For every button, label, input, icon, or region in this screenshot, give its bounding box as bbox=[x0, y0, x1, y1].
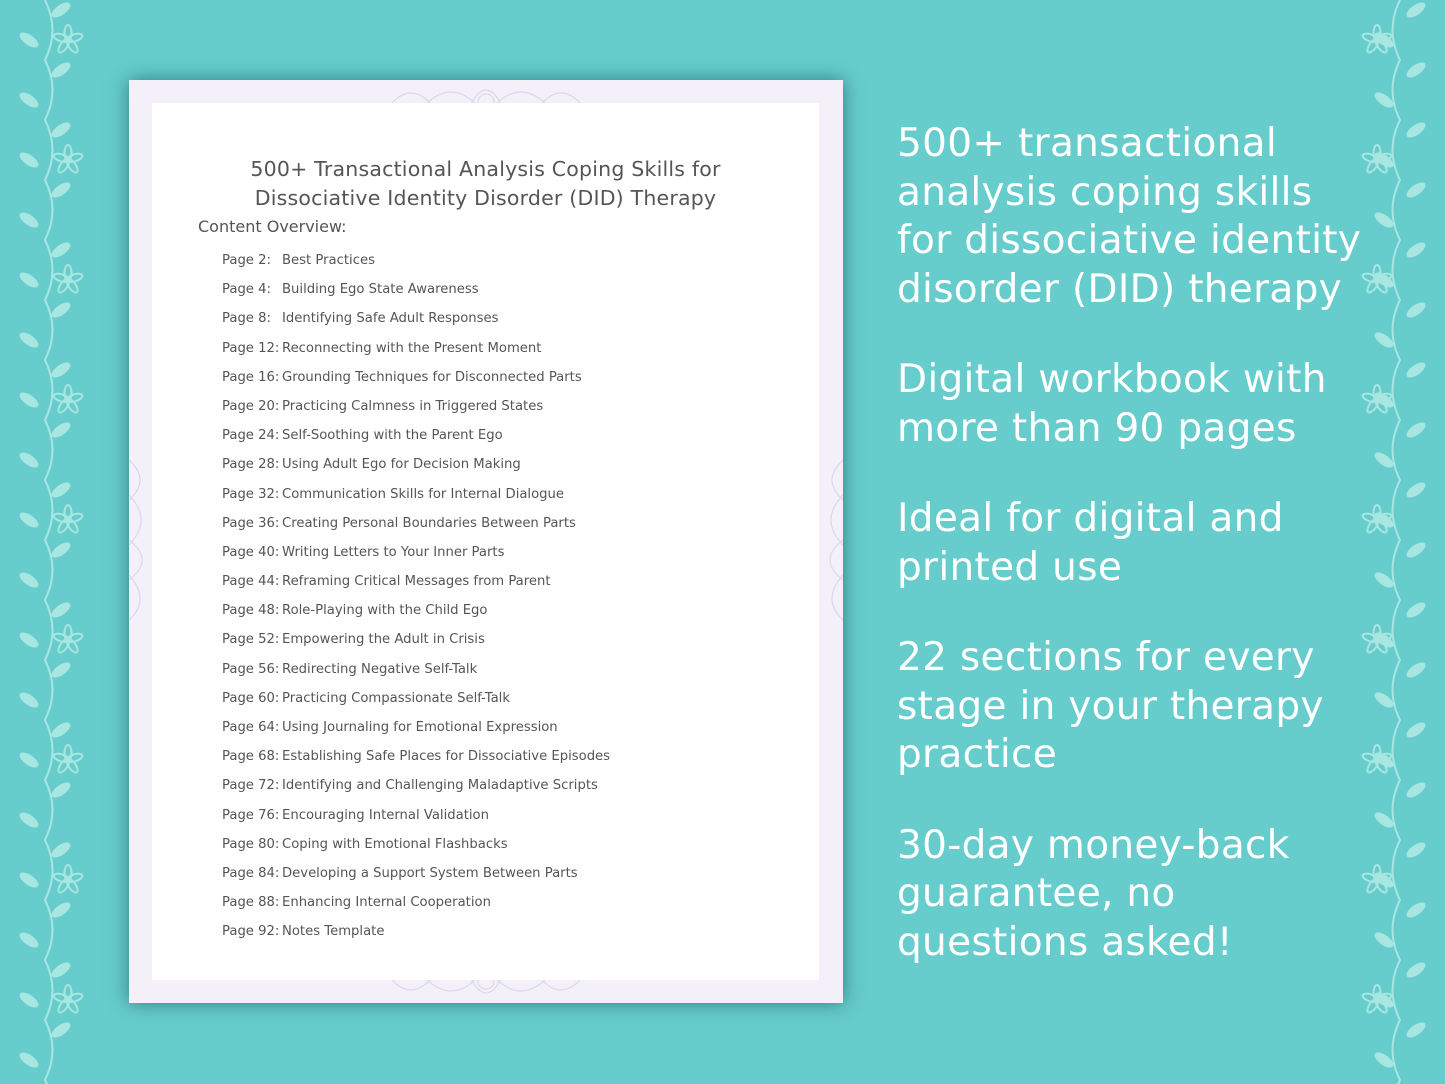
table-of-contents bbox=[222, 253, 610, 954]
toc-item bbox=[222, 632, 610, 661]
toc-section-title: Identifying and Challenging Maladaptive Scripts bbox=[282, 778, 598, 794]
toc-section-title: Empowering the Adult in Crisis bbox=[282, 632, 485, 648]
document-title bbox=[152, 155, 819, 213]
toc-item bbox=[222, 516, 610, 545]
toc-page-number: Page 28: bbox=[222, 457, 280, 473]
toc-item bbox=[222, 253, 610, 282]
toc-page-number: Page 84: bbox=[222, 865, 280, 881]
toc-section-title: Notes Template bbox=[282, 924, 385, 940]
toc-item bbox=[222, 457, 610, 486]
toc-page-number: Page 4: bbox=[222, 282, 271, 298]
toc-item bbox=[222, 341, 610, 370]
document-page-content bbox=[152, 103, 819, 980]
toc-item bbox=[222, 399, 610, 428]
feature-list bbox=[897, 120, 1367, 967]
document-title-line-1: 500+ Transactional Analysis Coping Skills for bbox=[250, 157, 721, 181]
toc-section-title: Creating Personal Boundaries Between Parts bbox=[282, 515, 576, 531]
toc-section-title: Using Journaling for Emotional Expression bbox=[282, 720, 558, 735]
mandala-left-decoration bbox=[129, 450, 153, 630]
toc-item bbox=[222, 778, 610, 807]
toc-section-title: Writing Letters to Your Inner Parts bbox=[282, 544, 505, 560]
mandala-top-decoration bbox=[381, 80, 591, 104]
toc-page-number: Page 76: bbox=[222, 807, 280, 823]
toc-page-number: Page 44: bbox=[222, 574, 280, 590]
document-title-line-2: Dissociative Identity Disorder (DID) Therapy bbox=[254, 186, 717, 210]
mandala-bottom-decoration bbox=[381, 979, 591, 1003]
toc-section-title: Reconnecting with the Present Moment bbox=[282, 340, 542, 356]
feature-text: Ideal for digital and printed use bbox=[897, 496, 1284, 590]
toc-section-title: Best Practices bbox=[282, 253, 375, 268]
toc-page-number: Page 12: bbox=[222, 340, 280, 356]
toc-item bbox=[222, 603, 610, 632]
feature-text: 30-day money-back guarantee, no questions asked! bbox=[897, 822, 1290, 965]
toc-page-number: Page 80: bbox=[222, 836, 280, 852]
toc-section-title: Communication Skills for Internal Dialogue bbox=[282, 486, 565, 502]
toc-section-title: Enhancing Internal Cooperation bbox=[282, 895, 491, 911]
toc-page-number: Page 48: bbox=[222, 603, 280, 619]
toc-item bbox=[222, 370, 610, 399]
toc-section-title: Self-Soothing with the Parent Ego bbox=[282, 428, 503, 444]
toc-section-title: Encouraging Internal Validation bbox=[282, 807, 489, 823]
toc-item bbox=[222, 428, 610, 457]
toc-item bbox=[222, 282, 610, 311]
toc-page-number: Page 68: bbox=[222, 749, 280, 765]
toc-page-number: Page 52: bbox=[222, 632, 280, 648]
feature-text: 22 sections for every stage in your therapy practice bbox=[897, 635, 1324, 777]
toc-item bbox=[222, 487, 610, 516]
toc-page-number: Page 64: bbox=[222, 720, 280, 735]
toc-page-number: Page 88: bbox=[222, 895, 280, 911]
toc-item bbox=[222, 662, 610, 691]
toc-page-number: Page 36: bbox=[222, 515, 280, 531]
toc-page-number: Page 92: bbox=[222, 924, 280, 940]
feature-text: 500+ transactional analysis coping skills for dissociative identity disorder (DID) therapy bbox=[897, 121, 1362, 312]
toc-section-title: Role-Playing with the Child Ego bbox=[282, 603, 488, 619]
toc-item bbox=[222, 924, 610, 953]
floral-vine-left-decoration bbox=[0, 0, 90, 1084]
toc-page-number: Page 2: bbox=[222, 253, 271, 268]
toc-section-title: Practicing Calmness in Triggered States bbox=[282, 398, 544, 414]
toc-section-title: Building Ego State Awareness bbox=[282, 282, 479, 298]
toc-page-number: Page 60: bbox=[222, 690, 280, 706]
toc-item bbox=[222, 720, 610, 749]
toc-page-number: Page 56: bbox=[222, 661, 280, 677]
toc-item bbox=[222, 866, 610, 895]
toc-item bbox=[222, 545, 610, 574]
toc-item bbox=[222, 311, 610, 340]
toc-section-title: Redirecting Negative Self-Talk bbox=[282, 661, 478, 677]
toc-section-title: Practicing Compassionate Self-Talk bbox=[282, 690, 510, 706]
toc-item bbox=[222, 574, 610, 603]
toc-section-title: Establishing Safe Places for Dissociative Episodes bbox=[282, 749, 611, 765]
toc-page-number: Page 24: bbox=[222, 428, 280, 444]
document-page-preview bbox=[129, 80, 843, 1003]
toc-item bbox=[222, 691, 610, 720]
toc-section-title: Identifying Safe Adult Responses bbox=[282, 311, 499, 327]
toc-item bbox=[222, 895, 610, 924]
toc-page-number: Page 20: bbox=[222, 398, 280, 414]
toc-section-title: Developing a Support System Between Parts bbox=[282, 865, 578, 881]
toc-item bbox=[222, 749, 610, 778]
floral-vine-right-decoration bbox=[1355, 0, 1445, 1084]
toc-item bbox=[222, 837, 610, 866]
toc-section-title: Grounding Techniques for Disconnected Parts bbox=[282, 369, 582, 385]
content-overview-heading: Content Overview: bbox=[198, 217, 347, 236]
toc-section-title: Using Adult Ego for Decision Making bbox=[282, 457, 521, 473]
toc-page-number: Page 40: bbox=[222, 544, 280, 560]
toc-page-number: Page 8: bbox=[222, 311, 271, 327]
toc-item bbox=[222, 808, 610, 837]
mandala-right-decoration bbox=[819, 450, 843, 630]
toc-page-number: Page 16: bbox=[222, 369, 280, 385]
feature-text: Digital workbook with more than 90 pages bbox=[897, 357, 1327, 451]
toc-section-title: Coping with Emotional Flashbacks bbox=[282, 836, 508, 852]
toc-page-number: Page 72: bbox=[222, 778, 280, 794]
toc-section-title: Reframing Critical Messages from Parent bbox=[282, 574, 551, 590]
toc-page-number: Page 32: bbox=[222, 486, 280, 502]
